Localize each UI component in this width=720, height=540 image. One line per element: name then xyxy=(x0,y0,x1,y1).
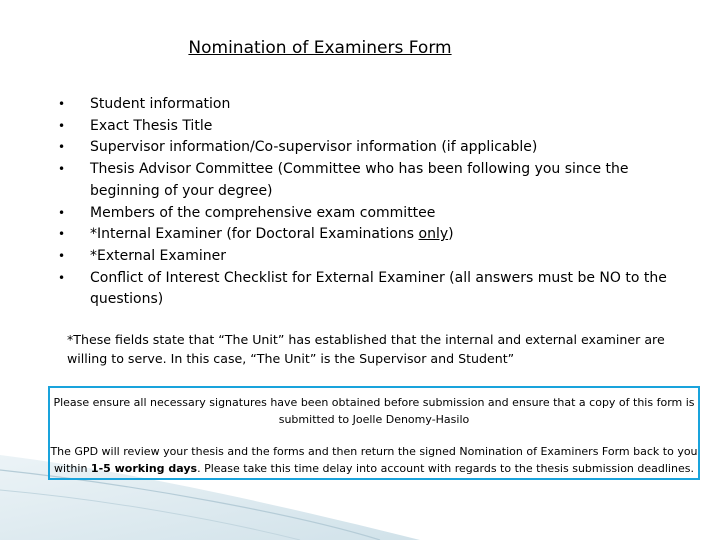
bullet-icon: • xyxy=(58,270,66,285)
bullet-icon: • xyxy=(58,140,66,155)
list-item xyxy=(58,137,688,159)
list-item xyxy=(58,116,688,138)
list-item-text: Student information xyxy=(90,96,231,112)
bullet-icon: • xyxy=(58,97,66,111)
list-item-text-end: ) xyxy=(448,226,454,243)
bullet-icon: • xyxy=(58,227,66,242)
notice-review-days: 1-5 working days xyxy=(90,462,198,475)
emphasis-underline: only xyxy=(418,226,449,243)
checklist xyxy=(58,94,688,311)
page-title xyxy=(0,38,640,58)
list-item-text: Supervisor information/Co-supervisor information (if applicable) xyxy=(90,139,538,156)
list-item xyxy=(58,224,688,246)
list-item-text: Exact Thesis Title xyxy=(90,117,213,134)
bullet-icon: • xyxy=(58,205,66,220)
list-item xyxy=(58,159,688,202)
list-item-text: Thesis Advisor Committee (Committee who has been following you since the beginning of your degree) xyxy=(90,161,629,199)
bullet-icon: • xyxy=(58,248,66,263)
list-item xyxy=(58,268,688,311)
list-item-text: Members of the comprehensive exam committee xyxy=(90,204,436,221)
notice-signatures: Please ensure all necessary signatures have been obtained before submission and ensure that a copy of this form is submitted to Joelle Denomy-Hasilo xyxy=(53,396,695,426)
page-title-text: Nomination of Examiners Form xyxy=(188,38,452,58)
bullet-icon: • xyxy=(58,162,66,177)
notice-review xyxy=(48,443,700,477)
footnote: *These fields state that “The Unit” has established that the internal and external examiner are willing to serve. In this case, “The Unit” is the Supervisor and Student” xyxy=(67,332,665,366)
notice-review-text-end: . Please take this time delay into account with regards to the thesis submission deadlines. xyxy=(197,462,694,475)
list-item xyxy=(58,246,688,268)
list-item-text: *External Examiner xyxy=(90,247,227,264)
list-item xyxy=(58,203,688,225)
list-item-text: *Internal Examiner (for Doctoral Examinations xyxy=(90,226,419,243)
list-item xyxy=(58,94,688,116)
bullet-icon: • xyxy=(58,118,66,133)
list-item-text: Conflict of Interest Checklist for External Examiner (all answers must be NO to the questions) xyxy=(90,269,667,308)
notice-review-text: The GPD will review your thesis and the forms and then return the signed Nomination of Examiners Form back to you within xyxy=(50,445,698,475)
